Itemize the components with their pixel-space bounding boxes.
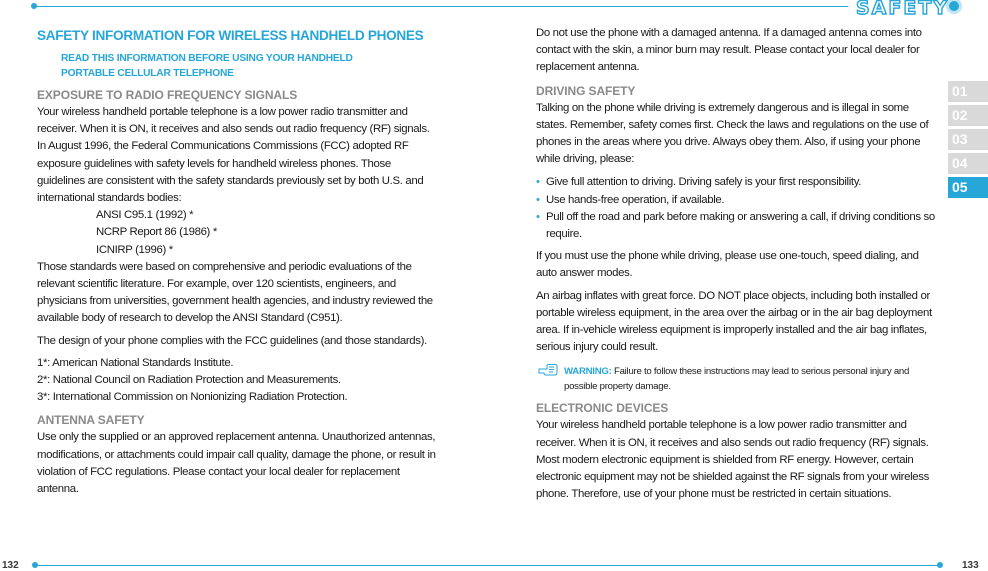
driving-paragraph-3: An airbag inflates with great force. DO NOT place objects, including both installed or portable wireless equipment, in the area over the airbag or in the air bag deployment area. If in-vehicle wireless equipment is improperly installed and the air bag inflates, serious injury could result. <box>536 289 932 354</box>
chapter-tabs <box>948 81 988 201</box>
chapter-tab-02[interactable]: 02 <box>948 105 988 126</box>
driving-safety-heading: DRIVING SAFETY <box>536 83 636 98</box>
left-column <box>37 26 441 498</box>
page-number-right: 133 <box>962 560 979 571</box>
warning-label: WARNING: <box>564 366 612 378</box>
chapter-tab-01[interactable]: 01 <box>948 81 988 102</box>
standard-ansi: ANSI C95.1 (1992) * <box>96 209 194 222</box>
subtitle-line-1: READ THIS INFORMATION BEFORE USING YOUR HANDHELD <box>61 53 353 64</box>
list-item: • Give full attention to driving. Driving safely is your first responsibility. <box>536 174 940 191</box>
footnote-3: 3*: International Commission on Nonionizing Radiation Protection. <box>37 391 348 404</box>
driving-paragraph-1: Talking on the phone while driving is extremely dangerous and is illegal in some states. Remember, safety comes first. Check the laws and regulations on the use of phones in the areas where you drive. Always obey them. Also, if using your phone while driving, please: <box>536 101 929 166</box>
footnote-2: 2*: National Council on Radiation Protection and Measurements. <box>37 374 341 387</box>
section-brand-title: SAFETY <box>856 0 950 19</box>
antenna-paragraph-1: Use only the supplied or an approved replacement antenna. Unauthorized antennas, modifications, or attachments could impair call quality, damage the phone, or result in violation of FCC regulations. Please contact your local dealer for replacement antenna. <box>37 431 436 496</box>
page-number-left: 132 <box>2 560 19 571</box>
list-item: • Pull off the road and park before making or answering a call, if driving conditions so require. <box>536 209 940 243</box>
rf-paragraph-1: Your wireless handheld portable telephone is a low power radio transmitter and receiver. When it is ON, it receives and also sends out radio frequency (RF) signals. In August 1996, the Federal Communications Commissions (FCC) adopted RF exposure guidelines with safety levels for handheld wireless phones. Those guidelines are consistent with the safety standards previously set by both U.S. and international standards bodies: <box>37 106 430 205</box>
electronic-paragraph-1: Your wireless handheld portable telephone is a low power radio transmitter and receiver. When it is ON, it receives and also sends out radio frequency (RF) signals. Most modern electronic equipment is shielded from RF energy. However, certain electronic equipment may not be shielded against the RF signals from your wireless phone. Therefore, use of your phone must be restricted in certain situations. <box>536 419 929 501</box>
rf-exposure-heading: EXPOSURE TO RADIO FREQUENCY SIGNALS <box>37 88 298 102</box>
footnote-1: 1*: American National Standards Institute. <box>37 356 234 369</box>
chapter-tab-05[interactable]: 05 <box>948 177 988 198</box>
driving-bullet-list <box>536 174 940 243</box>
hand-pointer-icon <box>538 363 560 377</box>
antenna-safety-heading: ANTENNA SAFETY <box>37 413 145 428</box>
subtitle-line-2: PORTABLE CELLULAR TELEPHONE <box>61 68 234 79</box>
right-column <box>536 25 940 503</box>
standard-icnirp: ICNIRP (1996) * <box>96 243 173 256</box>
top-rule-dot-right <box>949 1 959 11</box>
standard-ncrp: NCRP Report 86 (1986) * <box>96 226 217 239</box>
driving-paragraph-2: If you must use the phone while driving, please use one-touch, speed dialing, and auto answer modes. <box>536 250 919 280</box>
page-title: SAFETY INFORMATION FOR WIRELESS HANDHELD PHONES <box>37 28 424 43</box>
chapter-tab-03[interactable]: 03 <box>948 129 988 150</box>
chapter-tab-04[interactable]: 04 <box>948 153 988 174</box>
list-item: • Use hands-free operation, if available. <box>536 192 940 209</box>
antenna-paragraph-2: Do not use the phone with a damaged antenna. If a damaged antenna comes into contact with the skin, a minor burn may result. Please contact your local dealer for replacement antenna. <box>536 27 922 74</box>
rf-paragraph-2: Those standards were based on comprehensive and periodic evaluations of the relevant scientific literature. For example, over 120 scientists, engineers, and physicians from universities, government health agencies, and industry reviewed the available body of research to develop the ANSI Standard (C951). <box>37 260 433 325</box>
top-rule <box>34 6 848 7</box>
top-rule-dot-left <box>31 3 37 9</box>
rf-paragraph-3: The design of your phone complies with the FCC guidelines (and those standards). <box>37 334 427 347</box>
warning-note <box>536 364 940 394</box>
warning-text: Failure to follow these instructions may lead to serious personal injury and possible property damage. <box>564 366 910 393</box>
bottom-rule <box>35 565 941 566</box>
bottom-rule-dot-right <box>937 562 943 568</box>
electronic-devices-heading: ELECTRONIC DEVICES <box>536 401 669 416</box>
